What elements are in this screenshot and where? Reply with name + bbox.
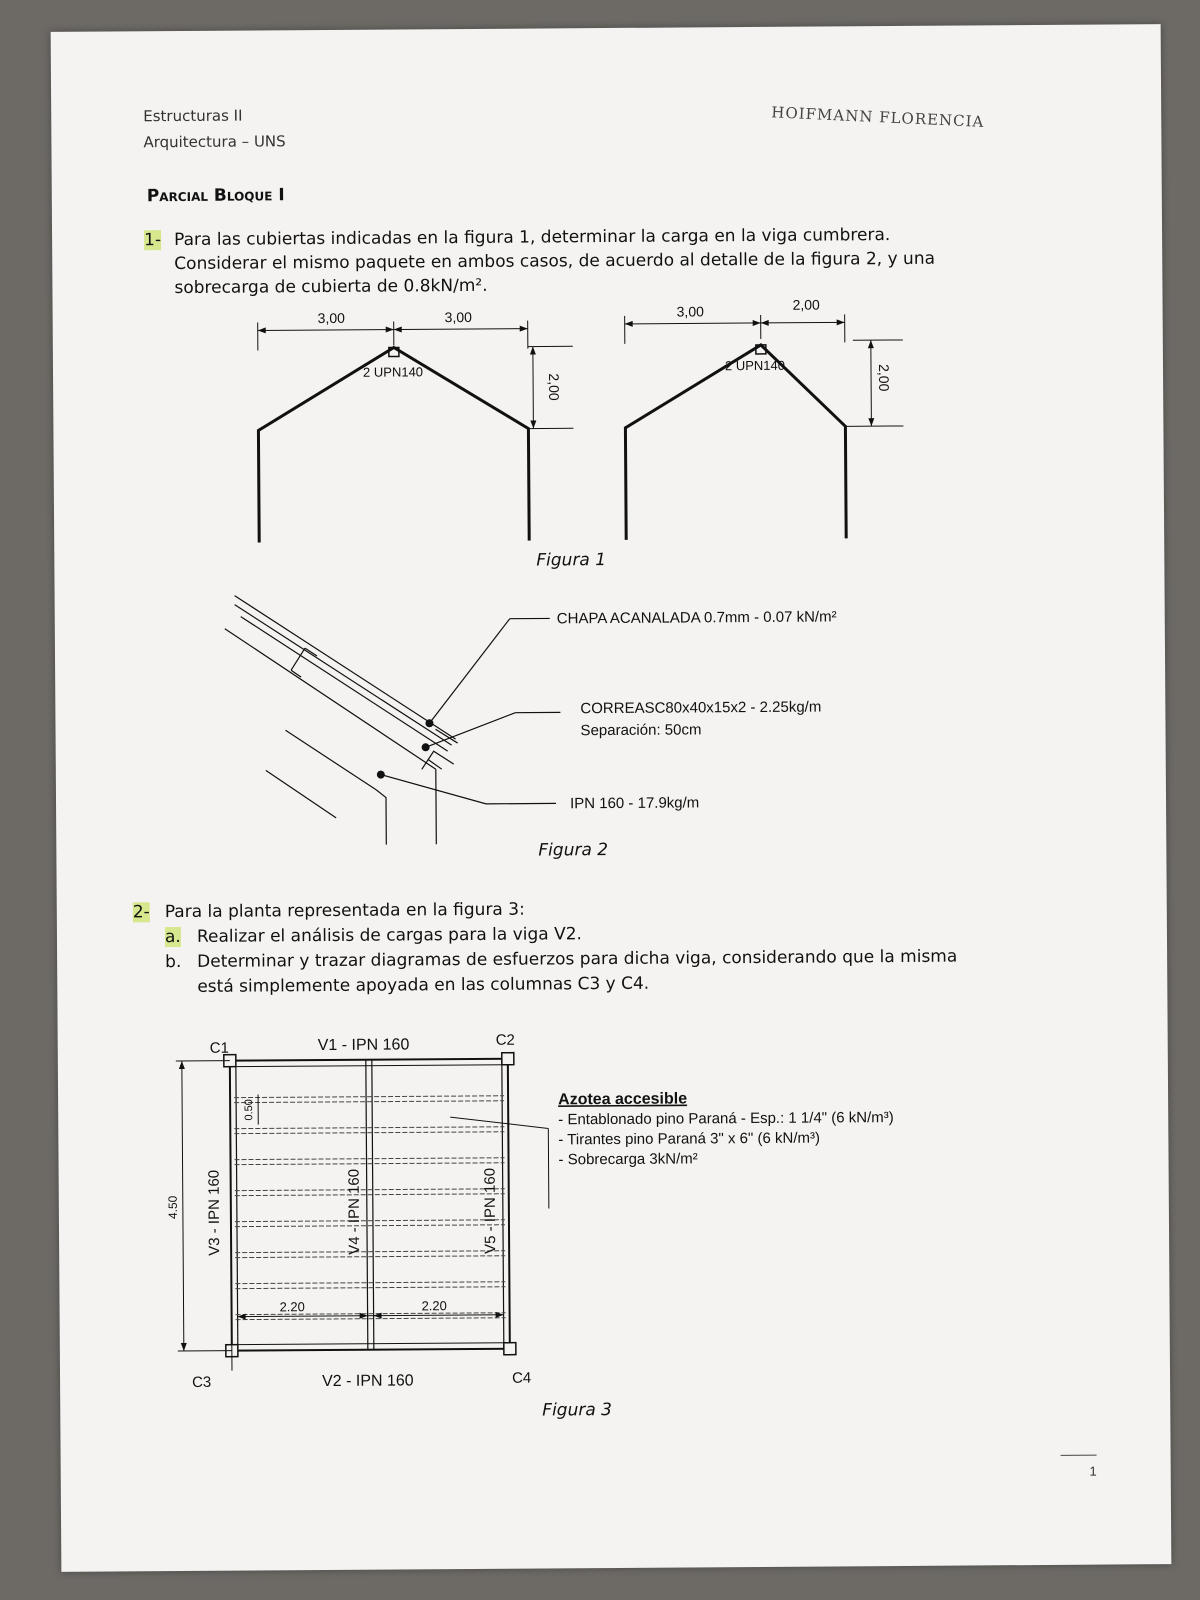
- fig1-right-dim1: 3,00: [676, 303, 704, 320]
- joist-line: [235, 1256, 505, 1258]
- exam-sheet: [51, 24, 1172, 1572]
- legend-line-1: - Entablonado pino Paraná - Esp.: 1 1/4" (6 kN/m³): [558, 1109, 894, 1129]
- joist-line: [235, 1220, 505, 1222]
- column-c1: C1: [209, 1039, 229, 1057]
- joist-line: [235, 1287, 505, 1289]
- question-2-intro: Para la planta representada en la figura 3:: [164, 899, 525, 923]
- joist-spacing-label: 0.50: [243, 1099, 256, 1121]
- question-2b-line-1: Determinar y trazar diagramas de esfuerzos para dicha viga, considerando que la misma: [197, 946, 958, 972]
- fig2-chapa-label: CHAPA ACANALADA 0.7mm - 0.07 kN/m²: [556, 608, 837, 628]
- question-1-line-1: Para las cubiertas indicadas en la figura 1, determinar la carga en la viga cumbrera.: [174, 225, 891, 251]
- column-c3: C3: [192, 1373, 212, 1391]
- fig1-left-dim1: 3,00: [317, 309, 345, 327]
- joist-line: [235, 1158, 505, 1160]
- figure-2-caption: Figura 2: [538, 840, 609, 861]
- joist-line: [235, 1163, 505, 1165]
- page-number: 1: [1061, 1455, 1097, 1479]
- fig2-separacion-label: Separación: 50cm: [580, 721, 702, 740]
- beam-v2-label: V2 - IPN 160: [322, 1372, 414, 1391]
- school-name: Arquitectura – UNS: [143, 132, 286, 152]
- span-total-label: 4.50: [165, 1195, 180, 1220]
- question-2a-marker: a.: [164, 927, 181, 948]
- question-1-line-3: sobrecarga de cubierta de 0.8kN/m².: [174, 275, 488, 299]
- joist-line: [235, 1225, 505, 1227]
- page-title: Parcial Bloque I: [146, 185, 285, 207]
- question-2b-marker: b.: [165, 952, 182, 973]
- joist-line: [236, 1318, 506, 1320]
- column-c4: C4: [511, 1369, 532, 1387]
- beam-v5-label: V5 - IPN 160: [481, 1167, 500, 1254]
- student-name: HOIFMANN FLORENCIA: [770, 103, 985, 131]
- span-left-label: 2.20: [279, 1299, 305, 1315]
- joist-line: [235, 1189, 505, 1191]
- fig1-left-beam-label: 2 UPN140: [362, 364, 424, 380]
- figure-3-caption: Figura 3: [542, 1400, 613, 1421]
- joist-line: [235, 1282, 505, 1284]
- legend-line-2: - Tirantes pino Paraná 3" x 6" (6 kN/m³): [558, 1129, 821, 1149]
- fig1-right-dim2: 2,00: [792, 296, 820, 313]
- fig1-left-dim2: 3,00: [444, 308, 472, 326]
- fig1-left-height: 2,00: [546, 373, 563, 401]
- legend-title: Azotea accesible: [558, 1090, 688, 1109]
- joist-line: [234, 1132, 504, 1134]
- figure-1-drawing: [51, 24, 1172, 1572]
- beam-v4-label: V4 - IPN 160: [345, 1168, 364, 1255]
- joist-line: [235, 1251, 505, 1253]
- figure-2-drawing: [225, 593, 562, 845]
- question-2b-line-2: está simplemente apoyada en las columnas C3 y C4.: [197, 973, 650, 997]
- fig1-right-beam-label: 2 UPN140: [724, 357, 786, 374]
- figure-1-caption: Figura 1: [536, 550, 607, 571]
- column-c2: C2: [495, 1031, 515, 1049]
- question-2-marker: 2-: [132, 902, 150, 923]
- beam-v1-label: V1 - IPN 160: [317, 1036, 410, 1055]
- fig2-correas-label: CORREASC80x40x15x2 - 2.25kg/m: [580, 698, 822, 718]
- beam-v3-label: V3 - IPN 160: [205, 1169, 224, 1256]
- question-1-line-2: Considerar el mismo paquete en ambos casos, de acuerdo al detalle de la figura 2, y una: [174, 248, 936, 275]
- joist-line: [234, 1101, 504, 1103]
- course-name: Estructuras II: [143, 106, 243, 126]
- question-2a-text: Realizar el análisis de cargas para la viga V2.: [196, 924, 583, 947]
- fig2-ipn-label: IPN 160 - 17.9kg/m: [569, 794, 700, 813]
- figure-3-drawing: [165, 1029, 896, 1391]
- joist-line: [234, 1096, 504, 1098]
- joist-line: [235, 1194, 505, 1196]
- legend-line-3: - Sobrecarga 3kN/m²: [558, 1150, 698, 1169]
- span-right-label: 2.20: [421, 1298, 447, 1314]
- joist-line: [236, 1313, 506, 1315]
- joist-line: [234, 1127, 504, 1129]
- question-1-marker: 1-: [144, 230, 162, 251]
- fig1-right-height: 2,00: [875, 364, 893, 392]
